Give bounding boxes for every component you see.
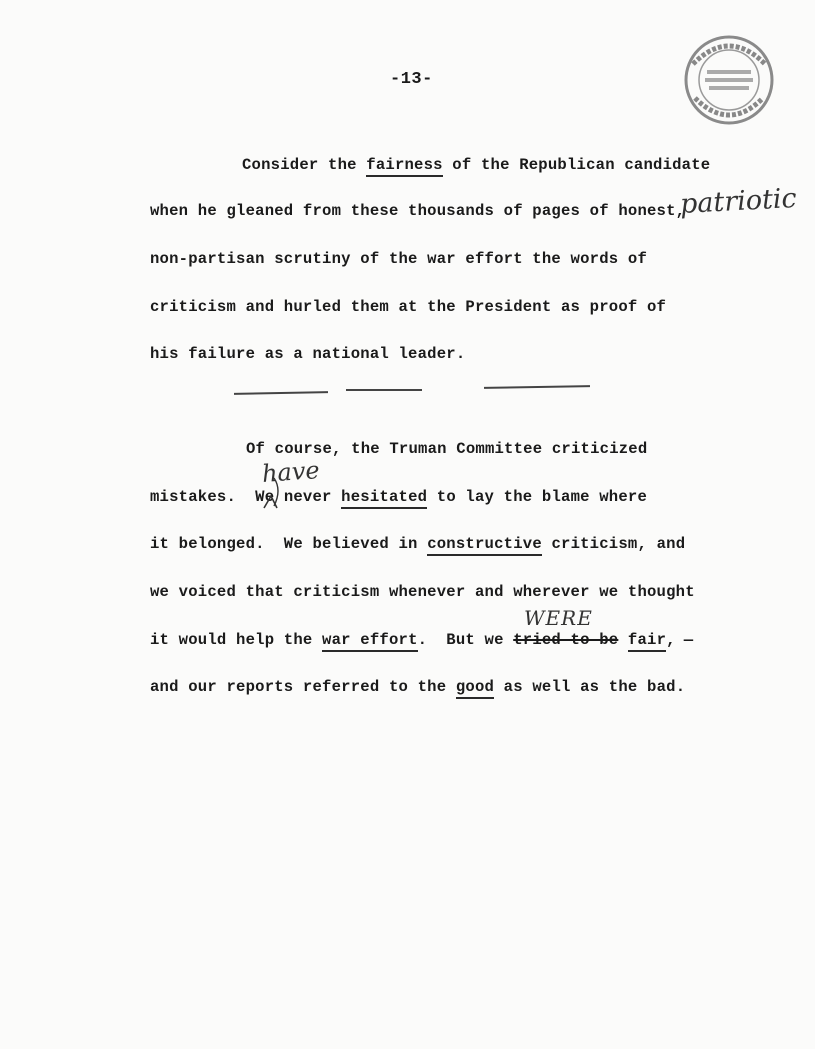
separator-rule (484, 385, 590, 389)
underlined-constructive: constructive (427, 535, 542, 556)
archive-stamp-seal (683, 34, 775, 126)
para2-line2-text-b: never (283, 488, 342, 506)
para1-line5: his failure as a national leader. (150, 345, 466, 363)
para2-line3 (150, 535, 685, 556)
handwritten-insert-patriotic: patriotic (679, 182, 798, 221)
insertion-caret-mark (262, 472, 280, 512)
para2-line6-text-a: and our reports referred to the (150, 678, 456, 696)
para1-line4: criticism and hurled them at the President as proof of (150, 298, 667, 316)
separator-rule (234, 391, 328, 395)
para2-line4: we voiced that criticism whenever and wherever we thought (150, 583, 695, 601)
para2-line3-text-b: criticism, and (541, 535, 686, 553)
para2-line5-text-b: . But we (417, 631, 514, 649)
underlined-good: good (456, 678, 494, 699)
para1-line1-text-a: Consider the (242, 156, 367, 174)
handwritten-dash: — (683, 631, 694, 649)
handwritten-insert-were: WERE (524, 606, 593, 630)
para2-line2-text-a: mistakes. We (150, 488, 284, 506)
para1-line1-text-b: of the Republican candidate (442, 156, 711, 174)
para2-line5 (150, 631, 693, 652)
para2-line1: Of course, the Truman Committee criticized (246, 440, 648, 458)
para1-line1 (242, 156, 710, 177)
para2-line2 (150, 488, 647, 509)
page-number: -13- (390, 70, 433, 89)
para2-line6 (150, 678, 685, 699)
underlined-hesitated: hesitated (341, 488, 427, 509)
handwritten-insert-have: have (261, 456, 321, 488)
underlined-fair: fair (628, 631, 666, 652)
para2-line6-text-b: as well as the bad. (494, 678, 686, 696)
underlined-fairness: fairness (366, 156, 442, 177)
separator-rule (346, 389, 422, 391)
para2-line5-text-a: it would help the (150, 631, 323, 649)
para2-line2-text-c: to lay the blame where (427, 488, 648, 506)
para1-line2: when he gleaned from these thousands of pages of honest, (150, 202, 686, 220)
struck-through-text: tried to be (513, 631, 619, 649)
para1-line3: non-partisan scrutiny of the war effort the words of (150, 250, 648, 268)
para2-line3-text-a: it belonged. We believed in (150, 535, 428, 553)
para2-line5-text-c: , (666, 631, 676, 649)
underlined-war-effort: war effort (322, 631, 418, 652)
